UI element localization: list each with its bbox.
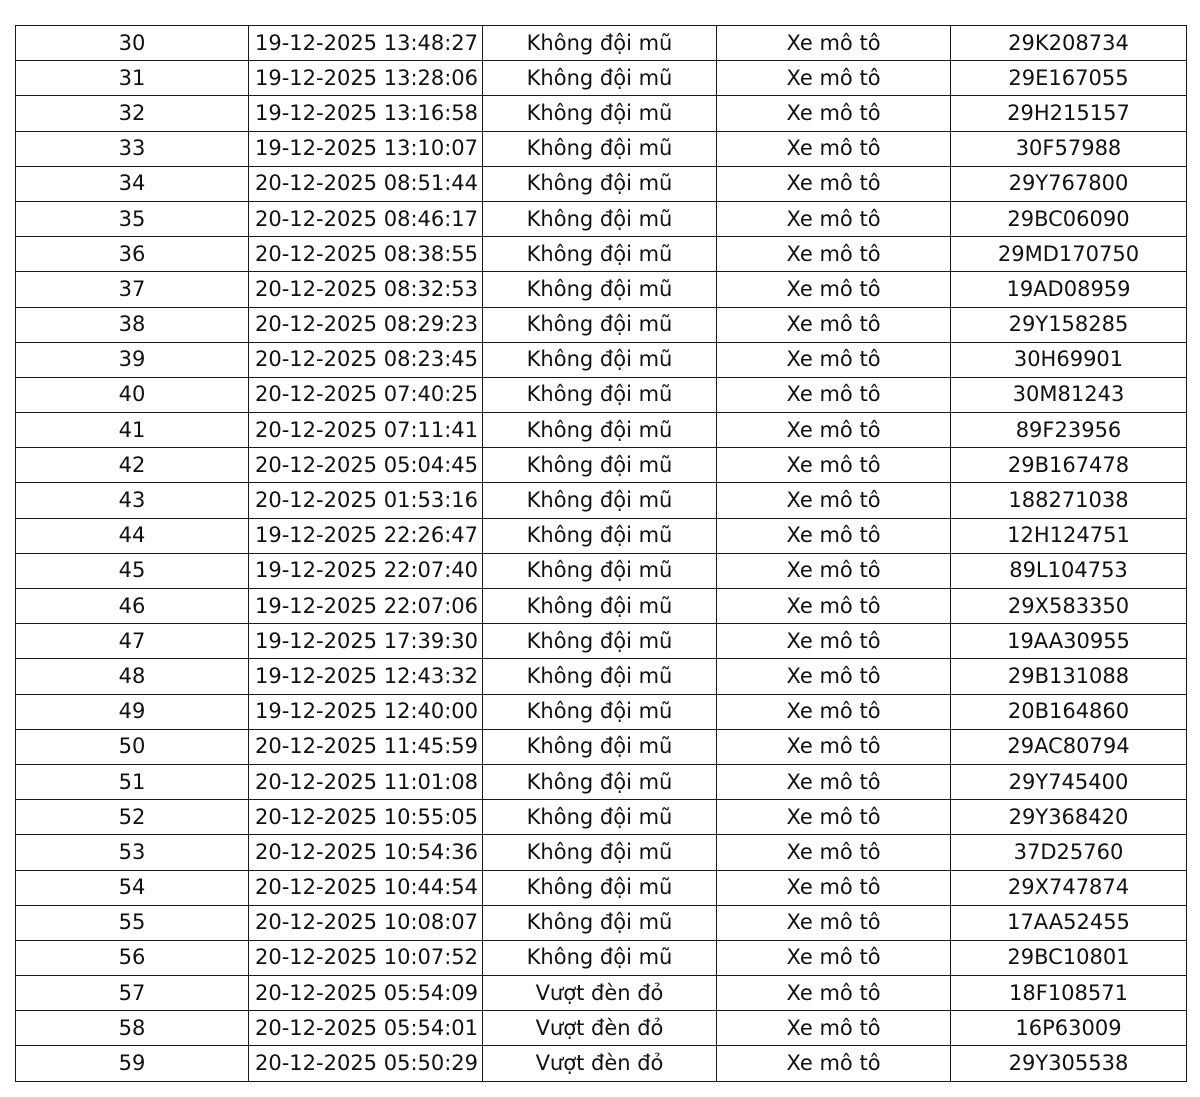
timestamp-cell: 19-12-2025 13:16:58	[249, 96, 483, 131]
license-plate-cell: 30H69901	[951, 342, 1187, 377]
table-row	[16, 131, 1187, 166]
row-number-cell: 54	[16, 870, 249, 905]
vehicle-type-cell: Xe mô tô	[717, 553, 951, 588]
timestamp-cell: 20-12-2025 05:04:45	[249, 448, 483, 483]
license-plate-cell: 89F23956	[951, 413, 1187, 448]
license-plate-cell: 30F57988	[951, 131, 1187, 166]
table-row	[16, 307, 1187, 342]
timestamp-cell: 19-12-2025 13:28:06	[249, 61, 483, 96]
row-number-cell: 47	[16, 624, 249, 659]
license-plate-cell: 29BC10801	[951, 940, 1187, 975]
license-plate-cell: 29Y158285	[951, 307, 1187, 342]
violation-type-cell: Không đội mũ	[483, 729, 717, 764]
vehicle-type-cell: Xe mô tô	[717, 272, 951, 307]
row-number-cell: 46	[16, 589, 249, 624]
vehicle-type-cell: Xe mô tô	[717, 413, 951, 448]
vehicle-type-cell: Xe mô tô	[717, 166, 951, 201]
table-row	[16, 624, 1187, 659]
table-row	[16, 800, 1187, 835]
vehicle-type-cell: Xe mô tô	[717, 237, 951, 272]
table-row	[16, 976, 1187, 1011]
violation-type-cell: Không đội mũ	[483, 870, 717, 905]
row-number-cell: 57	[16, 976, 249, 1011]
vehicle-type-cell: Xe mô tô	[717, 729, 951, 764]
vehicle-type-cell: Xe mô tô	[717, 694, 951, 729]
vehicle-type-cell: Xe mô tô	[717, 764, 951, 799]
license-plate-cell: 29AC80794	[951, 729, 1187, 764]
timestamp-cell: 19-12-2025 22:26:47	[249, 518, 483, 553]
vehicle-type-cell: Xe mô tô	[717, 61, 951, 96]
license-plate-cell: 18F108571	[951, 976, 1187, 1011]
violation-type-cell: Không đội mũ	[483, 413, 717, 448]
row-number-cell: 33	[16, 131, 249, 166]
table-row	[16, 342, 1187, 377]
license-plate-cell: 29K208734	[951, 26, 1187, 61]
violation-type-cell: Không đội mũ	[483, 61, 717, 96]
row-number-cell: 34	[16, 166, 249, 201]
vehicle-type-cell: Xe mô tô	[717, 483, 951, 518]
violation-type-cell: Không đội mũ	[483, 483, 717, 518]
row-number-cell: 42	[16, 448, 249, 483]
row-number-cell: 55	[16, 905, 249, 940]
violation-type-cell: Không đội mũ	[483, 201, 717, 236]
violation-type-cell: Không đội mũ	[483, 835, 717, 870]
timestamp-cell: 20-12-2025 10:44:54	[249, 870, 483, 905]
timestamp-cell: 20-12-2025 07:11:41	[249, 413, 483, 448]
table-row	[16, 518, 1187, 553]
row-number-cell: 50	[16, 729, 249, 764]
table-row	[16, 483, 1187, 518]
vehicle-type-cell: Xe mô tô	[717, 448, 951, 483]
vehicle-type-cell: Xe mô tô	[717, 905, 951, 940]
violations-table	[15, 25, 1187, 1082]
table-row	[16, 272, 1187, 307]
vehicle-type-cell: Xe mô tô	[717, 835, 951, 870]
table-row	[16, 905, 1187, 940]
license-plate-cell: 30M81243	[951, 377, 1187, 412]
timestamp-cell: 20-12-2025 11:01:08	[249, 764, 483, 799]
vehicle-type-cell: Xe mô tô	[717, 589, 951, 624]
vehicle-type-cell: Xe mô tô	[717, 659, 951, 694]
table-row	[16, 237, 1187, 272]
license-plate-cell: 89L104753	[951, 553, 1187, 588]
vehicle-type-cell: Xe mô tô	[717, 976, 951, 1011]
violation-type-cell: Không đội mũ	[483, 905, 717, 940]
timestamp-cell: 20-12-2025 05:54:01	[249, 1011, 483, 1046]
row-number-cell: 53	[16, 835, 249, 870]
row-number-cell: 51	[16, 764, 249, 799]
vehicle-type-cell: Xe mô tô	[717, 96, 951, 131]
license-plate-cell: 29Y767800	[951, 166, 1187, 201]
vehicle-type-cell: Xe mô tô	[717, 307, 951, 342]
violation-type-cell: Không đội mũ	[483, 448, 717, 483]
timestamp-cell: 19-12-2025 22:07:06	[249, 589, 483, 624]
timestamp-cell: 20-12-2025 05:50:29	[249, 1046, 483, 1081]
violation-type-cell: Không đội mũ	[483, 307, 717, 342]
table-row	[16, 764, 1187, 799]
timestamp-cell: 20-12-2025 07:40:25	[249, 377, 483, 412]
license-plate-cell: 29X747874	[951, 870, 1187, 905]
violation-type-cell: Vượt đèn đỏ	[483, 1011, 717, 1046]
table-row	[16, 870, 1187, 905]
timestamp-cell: 20-12-2025 10:08:07	[249, 905, 483, 940]
row-number-cell: 52	[16, 800, 249, 835]
table-row	[16, 201, 1187, 236]
table-row	[16, 1046, 1187, 1081]
violation-type-cell: Không đội mũ	[483, 377, 717, 412]
timestamp-cell: 20-12-2025 01:53:16	[249, 483, 483, 518]
timestamp-cell: 20-12-2025 08:46:17	[249, 201, 483, 236]
license-plate-cell: 29B167478	[951, 448, 1187, 483]
timestamp-cell: 20-12-2025 08:32:53	[249, 272, 483, 307]
license-plate-cell: 29H215157	[951, 96, 1187, 131]
license-plate-cell: 29X583350	[951, 589, 1187, 624]
table-row	[16, 96, 1187, 131]
license-plate-cell: 29BC06090	[951, 201, 1187, 236]
violation-type-cell: Không đội mũ	[483, 624, 717, 659]
violation-type-cell: Không đội mũ	[483, 237, 717, 272]
row-number-cell: 39	[16, 342, 249, 377]
timestamp-cell: 19-12-2025 22:07:40	[249, 553, 483, 588]
timestamp-cell: 20-12-2025 10:07:52	[249, 940, 483, 975]
row-number-cell: 32	[16, 96, 249, 131]
timestamp-cell: 20-12-2025 10:55:05	[249, 800, 483, 835]
violation-type-cell: Không đội mũ	[483, 26, 717, 61]
violation-type-cell: Không đội mũ	[483, 940, 717, 975]
table-row	[16, 729, 1187, 764]
row-number-cell: 58	[16, 1011, 249, 1046]
table-row	[16, 589, 1187, 624]
table-row	[16, 26, 1187, 61]
row-number-cell: 56	[16, 940, 249, 975]
violation-type-cell: Không đội mũ	[483, 272, 717, 307]
row-number-cell: 38	[16, 307, 249, 342]
vehicle-type-cell: Xe mô tô	[717, 1011, 951, 1046]
license-plate-cell: 29Y745400	[951, 764, 1187, 799]
violation-type-cell: Không đội mũ	[483, 166, 717, 201]
violation-type-cell: Không đội mũ	[483, 518, 717, 553]
violation-type-cell: Không đội mũ	[483, 800, 717, 835]
row-number-cell: 49	[16, 694, 249, 729]
license-plate-cell: 20B164860	[951, 694, 1187, 729]
row-number-cell: 35	[16, 201, 249, 236]
row-number-cell: 40	[16, 377, 249, 412]
license-plate-cell: 12H124751	[951, 518, 1187, 553]
violation-type-cell: Vượt đèn đỏ	[483, 1046, 717, 1081]
vehicle-type-cell: Xe mô tô	[717, 26, 951, 61]
row-number-cell: 44	[16, 518, 249, 553]
vehicle-type-cell: Xe mô tô	[717, 131, 951, 166]
violation-type-cell: Không đội mũ	[483, 764, 717, 799]
license-plate-cell: 17AA52455	[951, 905, 1187, 940]
vehicle-type-cell: Xe mô tô	[717, 201, 951, 236]
timestamp-cell: 19-12-2025 13:10:07	[249, 131, 483, 166]
table-row	[16, 377, 1187, 412]
violation-type-cell: Không đội mũ	[483, 589, 717, 624]
table-row	[16, 61, 1187, 96]
table-row	[16, 166, 1187, 201]
license-plate-cell: 19AD08959	[951, 272, 1187, 307]
timestamp-cell: 20-12-2025 08:23:45	[249, 342, 483, 377]
violation-type-cell: Không đội mũ	[483, 694, 717, 729]
timestamp-cell: 19-12-2025 13:48:27	[249, 26, 483, 61]
timestamp-cell: 19-12-2025 17:39:30	[249, 624, 483, 659]
license-plate-cell: 29MD170750	[951, 237, 1187, 272]
license-plate-cell: 29Y368420	[951, 800, 1187, 835]
vehicle-type-cell: Xe mô tô	[717, 1046, 951, 1081]
violation-type-cell: Vượt đèn đỏ	[483, 976, 717, 1011]
violation-type-cell: Không đội mũ	[483, 131, 717, 166]
license-plate-cell: 37D25760	[951, 835, 1187, 870]
table-row	[16, 413, 1187, 448]
violation-type-cell: Không đội mũ	[483, 659, 717, 694]
row-number-cell: 43	[16, 483, 249, 518]
row-number-cell: 37	[16, 272, 249, 307]
vehicle-type-cell: Xe mô tô	[717, 377, 951, 412]
violation-type-cell: Không đội mũ	[483, 96, 717, 131]
vehicle-type-cell: Xe mô tô	[717, 870, 951, 905]
row-number-cell: 45	[16, 553, 249, 588]
timestamp-cell: 20-12-2025 08:51:44	[249, 166, 483, 201]
row-number-cell: 48	[16, 659, 249, 694]
license-plate-cell: 19AA30955	[951, 624, 1187, 659]
violations-table-body	[16, 26, 1187, 1082]
timestamp-cell: 20-12-2025 08:38:55	[249, 237, 483, 272]
table-row	[16, 553, 1187, 588]
row-number-cell: 36	[16, 237, 249, 272]
table-row	[16, 940, 1187, 975]
vehicle-type-cell: Xe mô tô	[717, 518, 951, 553]
timestamp-cell: 19-12-2025 12:40:00	[249, 694, 483, 729]
row-number-cell: 31	[16, 61, 249, 96]
vehicle-type-cell: Xe mô tô	[717, 940, 951, 975]
table-row	[16, 1011, 1187, 1046]
timestamp-cell: 19-12-2025 12:43:32	[249, 659, 483, 694]
violation-type-cell: Không đội mũ	[483, 553, 717, 588]
table-row	[16, 694, 1187, 729]
table-row	[16, 835, 1187, 870]
license-plate-cell: 29Y305538	[951, 1046, 1187, 1081]
row-number-cell: 41	[16, 413, 249, 448]
license-plate-cell: 188271038	[951, 483, 1187, 518]
table-row	[16, 448, 1187, 483]
timestamp-cell: 20-12-2025 05:54:09	[249, 976, 483, 1011]
table-row	[16, 659, 1187, 694]
row-number-cell: 30	[16, 26, 249, 61]
violation-type-cell: Không đội mũ	[483, 342, 717, 377]
timestamp-cell: 20-12-2025 10:54:36	[249, 835, 483, 870]
vehicle-type-cell: Xe mô tô	[717, 342, 951, 377]
license-plate-cell: 29B131088	[951, 659, 1187, 694]
license-plate-cell: 16P63009	[951, 1011, 1187, 1046]
vehicle-type-cell: Xe mô tô	[717, 800, 951, 835]
timestamp-cell: 20-12-2025 11:45:59	[249, 729, 483, 764]
license-plate-cell: 29E167055	[951, 61, 1187, 96]
timestamp-cell: 20-12-2025 08:29:23	[249, 307, 483, 342]
row-number-cell: 59	[16, 1046, 249, 1081]
vehicle-type-cell: Xe mô tô	[717, 624, 951, 659]
